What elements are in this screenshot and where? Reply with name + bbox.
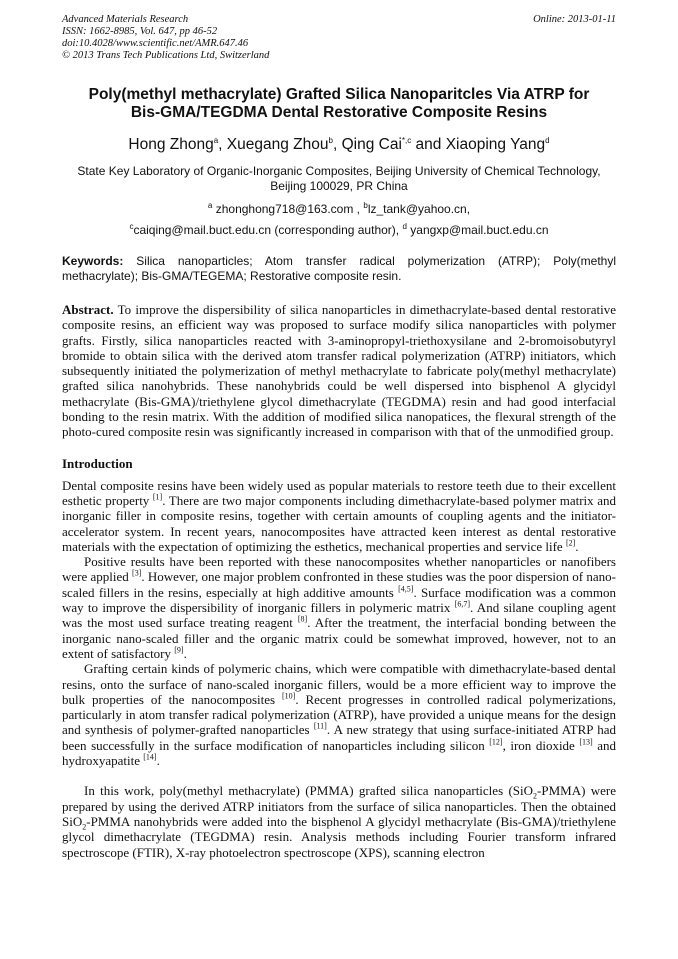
- author-name: Xuegang Zhou: [226, 136, 329, 153]
- abstract-label: Abstract.: [62, 302, 114, 317]
- journal-header: [62, 14, 616, 62]
- online-date: Online: 2013-01-11: [533, 14, 616, 25]
- author-name: Xiaoping Yang: [445, 136, 546, 153]
- citation: [10]: [281, 691, 296, 701]
- abstract: Abstract. To improve the dispersibility of silica nanoparticles in dimethacrylate-based dental restorative composite resins, an efficient way was proposed to surface modify silica nanoparticles with polymer grafts. Firstly, silica nanoparticles reacted with 3-aminopropyl-triethoxysilane and 2-bromoisobutyryl bromide to obtain silica with the derived atom transfer radical polymerization (ATRP) initiators, which subsequently initiated the polymerization of methyl methacrylate to fabricate poly(methyl methacrylate) grafted silica nanohybrids. These nanohybrids could be well dispersed into bisphenol A glycidyl methacrylate (Bis-GMA)/triethylene glycol dimethacrylate (TEGDMA) resin and had good interfacial bonding to the resin matrix. With the addition of modified silica nanopatices, the flexural strength of the photo-cured composite resin was significantly increased in comparison with that of the unmodified group.: [62, 302, 616, 440]
- doi-line: doi:10.4028/www.scientific.net/AMR.647.46: [62, 38, 249, 49]
- author-name: Qing Cai: [341, 136, 402, 153]
- email-address: caiqing@mail.buct.edu.cn (corresponding author),: [133, 223, 400, 237]
- article-page: [62, 14, 616, 860]
- paragraph: In this work, poly(methyl methacrylate) (PMMA) grafted silica nanoparticles (SiO$_2$-PMMA) were prepared by using the derived ATRP initiators from the surface of silica nanoparticles. Then the obtained SiO$_2$-PMMA nanohybrids were added into the bisphenol A glycidyl methacrylate (Bis-GMA)/triethylene glycol dimethacrylate (TEGDMA) resin. Analysis methods including Fourier transform infrared spectroscope (FTIR), X-ray photoelectron spectroscope (XPS), scanning electron: [62, 783, 616, 860]
- author-emails: $^a$ zhonghong718@163.com , $^b$lz_tank@yahoo.cn, $^c$caiqing@mail.buct.edu.cn (corresponding author), $^d$ yangxp@mail.buct.edu.cn: [129, 201, 549, 237]
- citation: [13]: [579, 737, 593, 747]
- author-name: Hong Zhong: [128, 136, 214, 153]
- citation: [4,5]: [398, 584, 414, 594]
- paragraph: Dental composite resins have been widely used as popular materials to restore teeth due to their excellent esthetic property [1]. There are two major components including dimethacrylate-based polymer matrix and inorganic filler in composite resins, together with certain amounts of coupling agents and the initiator-accelerator system. In recent years, nanocomposites have attracted keen interest as dental restorative materials with the expectation of optimizing the esthetics, mechanical properties and service life [2].: [62, 477, 616, 554]
- journal-name: Advanced Materials Research: [62, 14, 189, 25]
- email-address: yangxp@mail.buct.edu.cn: [410, 223, 549, 237]
- section-heading-introduction: Introduction: [62, 455, 133, 471]
- issn-line: ISSN: 1662-8985, Vol. 647, pp 46-52: [62, 26, 218, 37]
- citation: [14]: [143, 752, 157, 762]
- citation: [1]: [152, 492, 163, 502]
- keywords: Keywords: Silica nanoparticles; Atom transfer radical polymerization (ATRP); Poly(methyl methacrylate); Bis-GMA/TEGEMA; Restorative composite resin.: [62, 254, 616, 283]
- email-address: lz_tank@yahoo.cn,: [367, 202, 471, 216]
- citation: [11]: [313, 722, 327, 732]
- paragraph: Positive results have been reported with these nanocomposites whether nanoparticles or nanofibers were applied [3]. However, one major problem confronted in these studies was the poor dispersion of nano-scaled fillers in the resins, especially at high additive amounts [4,5]. Surface modification was a common way to improve the dispersibility of inorganic fillers in polymeric matrix [6,7]. And silane coupling agent was the most used surface treating reagent [8]. After the treatment, the interfacial bonding between the inorganic nano-scaled filler and the organic matrix could be somewhat improved, however, not to an extent of satisfactory [9].: [62, 554, 617, 661]
- citation: [8]: [297, 615, 308, 625]
- article-title: Poly(methyl methacrylate) Grafted Silica Nanoparitcles Via ATRP for Bis-GMA/TEGDMA Dental Restorative Composite Resins: [88, 86, 590, 121]
- citation: [12]: [489, 737, 503, 747]
- introduction-section: [62, 478, 616, 860]
- email-address: zhonghong718@163.com ,: [215, 202, 361, 216]
- citation: [6,7]: [454, 599, 470, 609]
- keywords-label: Keywords:: [62, 254, 124, 268]
- author-list: Hong Zhong$^a$, Xuegang Zhou$^b$, Qing Cai$^{*,c}$ and Xiaoping Yang$^d$: [128, 135, 550, 153]
- citation: [3]: [132, 569, 142, 579]
- citation: [2]: [565, 538, 576, 548]
- copyright-line: © 2013 Trans Tech Publications Ltd, Switzerland: [62, 50, 270, 61]
- citation: [9]: [174, 645, 184, 655]
- paragraph: Grafting certain kinds of polymeric chains, which were compatible with dimethacrylate-based dental resins, onto the surface of nano-scaled inorganic fillers, would be a more efficient way to improve the bulk properties of the nanocomposites [10]. Recent progresses in controlled radical polymerizations, particularly in atom transfer radical polymerization (ATRP), have provided a unique means for the design and synthesis of polymer-grafted nanoparticles [11]. A new strategy that using surface-initiated ATRP had been successfully in the surface modification of nanoparticles including silicon [12], iron dioxide [13] and hydroxyapatite [14].: [62, 661, 617, 769]
- affiliation: State Key Laboratory of Organic-Inorganic Composites, Beijing University of Chemical Technology, Beijing 100029, PR China: [77, 164, 601, 193]
